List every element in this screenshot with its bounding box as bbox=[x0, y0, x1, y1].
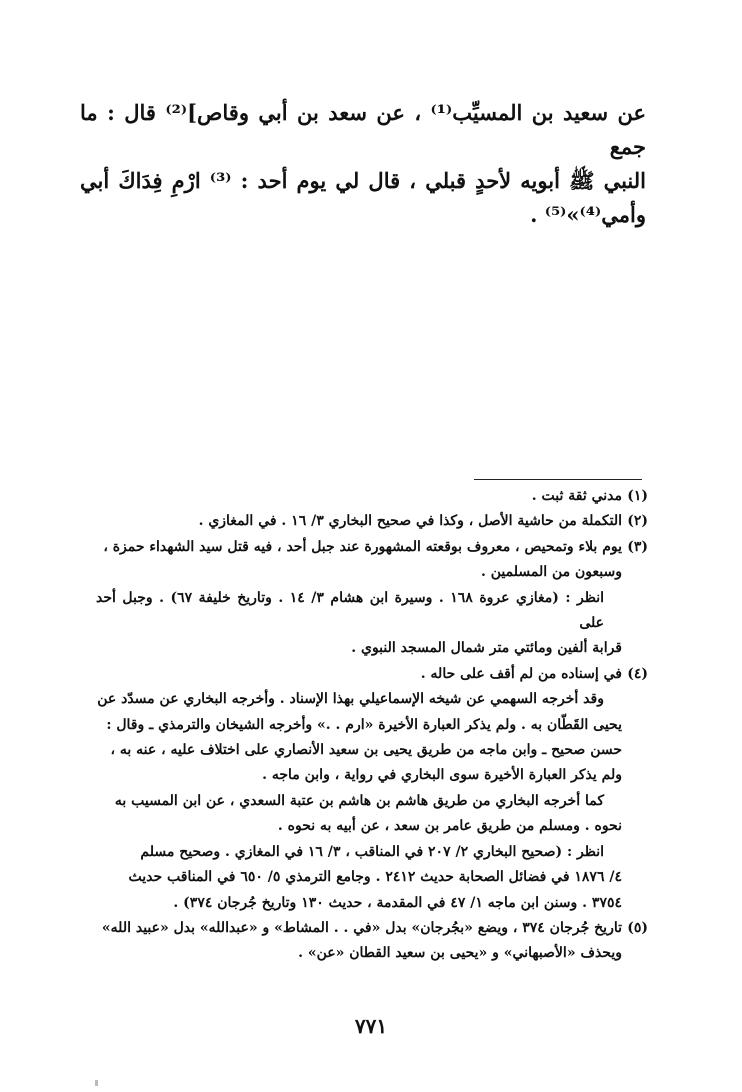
footnote-text: تاريخ جُرجان ٣٧٤ ، ويضع «بجُرجان» بدل «في . . المشاط» و «عبدالله» بدل «عبيد الله» bbox=[101, 919, 622, 936]
footnote-4 bbox=[96, 662, 648, 916]
footnote-text: انظر : (مغازي عروة ١٦٨ . وسيرة ابن هشام ٣/ ١٤ . وتاريخ خليفة ٦٧) . وجبل أحد على bbox=[96, 589, 604, 632]
footnote-text: ٤/ ١٨٧٦ في فضائل الصحابة حديث ٢٤١٢ . وجامع الترمذي ٥/ ٦٥٠ في المناقب حديث bbox=[128, 869, 622, 886]
footnote-text: ٣٧٥٤ . وسنن ابن ماجه ١/ ٤٧ في المقدمة ، حديث ١٣٠ وتاريخ جُرجان ٣٧٤) . bbox=[173, 894, 622, 911]
scan-mark bbox=[95, 1080, 98, 1086]
footnote-text: نحوه . ومسلم من طريق عامر بن سعد ، عن أبيه به نحوه . bbox=[277, 818, 622, 835]
page-number: ٧٧١ bbox=[354, 1014, 388, 1038]
footnote-number: (٣) bbox=[627, 538, 648, 555]
footnote-text: يوم بلاء وتمحيص ، معروف بوقعته المشهورة عند جبل أحد ، فيه قتل سيد الشهداء حمزة ، bbox=[103, 538, 622, 555]
footnote-text: ويحذف «الأصبهاني» و «يحيى بن سعيد القطان «عن» . bbox=[298, 945, 622, 962]
footnote-text: ولم يذكر العبارة الأخيرة سوى البخاري في رواية ، وابن ماجه . bbox=[262, 767, 622, 784]
footnote-text: مدني ثقة ثبت . bbox=[531, 488, 622, 504]
footnotes bbox=[96, 484, 648, 967]
footnote-text: حسن صحيح ـ وابن ماجه من طريق يحيى بن سعيد الأنصاري على اختلاف عليه ، عنه به ، bbox=[110, 742, 622, 759]
footnote-text: انظر : (صحيح البخاري ٢/ ٢٠٧ في المناقب ، ٣/ ١٦ في المغازي . وصحيح مسلم bbox=[140, 843, 604, 860]
footnote-number: (١) bbox=[627, 488, 648, 504]
footnote-2 bbox=[96, 509, 648, 534]
footnote-text: قرابة ألفين ومائتي متر شمال المسجد النبوي . bbox=[351, 640, 622, 657]
footnote-1 bbox=[96, 484, 648, 509]
footnote-number: (٢) bbox=[627, 513, 648, 530]
footnote-3 bbox=[96, 535, 648, 662]
main-text bbox=[80, 96, 646, 232]
footnote-text: وسبعون من المسلمين . bbox=[481, 564, 622, 581]
footnote-text: التكملة من حاشية الأصل ، وكذا في صحيح البخاري ٣/ ١٦ . في المغازي . bbox=[198, 513, 622, 530]
footnote-number: (٤) bbox=[627, 665, 648, 682]
footnote-text: يحيى القَطّان به . ولم يذكر العبارة الأخيرة «ارم . .» وأخرجه الشيخان والترمذي ـ وقال : bbox=[106, 716, 622, 733]
footnote-separator bbox=[474, 479, 642, 480]
main-line-1: عن سعيد بن المسيِّب⁽¹⁾ ، عن سعد بن أبي وقاص]⁽²⁾ قال : ما جمع bbox=[80, 100, 646, 159]
footnote-text: كما أخرجه البخاري من طريق هاشم بن هاشم بن عتبة السعدي ، عن ابن المسيب به bbox=[114, 792, 604, 809]
footnote-number: (٥) bbox=[627, 919, 648, 936]
footnote-text: وقد أخرجه السهمي عن شيخه الإسماعيلي بهذا الإسناد . وأخرجه البخاري عن مسدّد عن bbox=[97, 691, 604, 708]
main-line-2: النبي ﷺ أبويه لأحدٍ قبلي ، قال لي يوم أحد : ⁽³⁾ ارْمِ فِدَاكَ أبي وأمي⁽⁴⁾»⁽⁵⁾ . bbox=[80, 168, 646, 227]
footnote-5 bbox=[96, 916, 648, 967]
footnote-text: في إسناده من لم أقف على حاله . bbox=[420, 665, 622, 682]
